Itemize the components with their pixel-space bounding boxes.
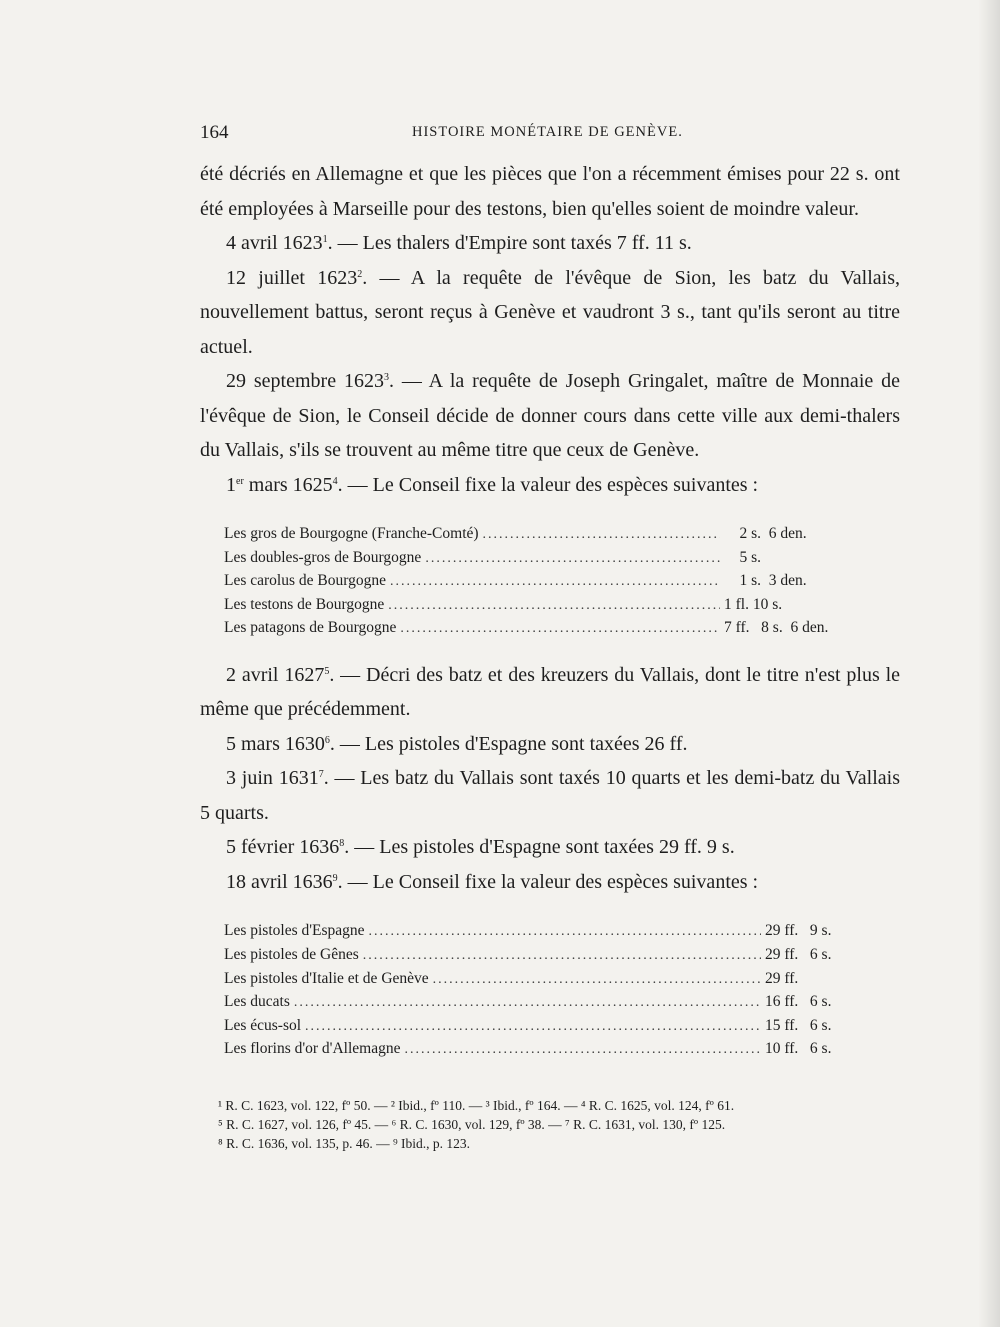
entry-text: . — Les pistoles d'Espagne sont taxées 26 ff. — [329, 732, 688, 755]
coin-name: Les patagons de Bourgogne — [224, 619, 397, 637]
dot-leader — [390, 570, 720, 594]
table-row — [224, 569, 900, 593]
coin-value: 1 s. 3 den. — [724, 572, 807, 590]
entry-date: 12 juillet 1623 — [226, 266, 358, 289]
table-row — [224, 1037, 900, 1061]
dot-leader — [363, 944, 761, 968]
dot-leader — [294, 991, 761, 1015]
entry-date: 3 juin 1631 — [226, 767, 319, 790]
entry-date: 18 avril 1636 — [226, 870, 333, 893]
coin-value-table-1636 — [224, 919, 900, 1061]
coin-name: Les pistoles d'Italie et de Genève — [224, 969, 429, 987]
main-text — [200, 157, 900, 1087]
entry-date: 1 — [226, 473, 236, 496]
entry-1625-03 — [200, 468, 900, 503]
footnote-ref: 4 — [332, 475, 338, 487]
footnote-ref: 8 — [339, 838, 345, 850]
page-number: 164 — [200, 122, 229, 143]
coin-value-table-1625 — [224, 522, 900, 640]
dot-leader — [404, 1038, 761, 1062]
entry-1631-06 — [200, 761, 900, 830]
coin-value: 16 ff. 6 s. — [765, 993, 832, 1011]
table-row — [224, 546, 900, 570]
coin-name: Les pistoles de Gênes — [224, 946, 359, 964]
dot-leader — [483, 523, 720, 547]
entry-text: . — Les thalers d'Empire sont taxés 7 ff. 11 s. — [327, 232, 692, 254]
footnote-ref: 9 — [332, 872, 338, 884]
table-row — [224, 616, 900, 640]
entry-text: . — Le Conseil fixe la valeur des espèces suivantes : — [337, 870, 759, 893]
footnote-ref: 7 — [318, 769, 324, 781]
footnote-ref: 5 — [324, 665, 330, 677]
footnote-line: ⁵ R. C. 1627, vol. 126, fº 45. — ⁶ R. C. 1630, vol. 129, fº 38. — ⁷ R. C. 1631, vol. 130, fº 125. — [218, 1117, 726, 1132]
table-row — [224, 919, 900, 943]
coin-name: Les doubles-gros de Bourgogne — [224, 548, 422, 566]
footnote-ref: 1 — [322, 234, 328, 245]
dot-leader — [400, 617, 720, 641]
entry-text: . — Les pistoles d'Espagne sont taxées 29 ff. 9 s. — [344, 836, 735, 859]
footnote-line: ⁸ R. C. 1636, vol. 135, p. 46. — ⁹ Ibid., p. 123. — [218, 1136, 471, 1151]
entry-1623-07 — [200, 261, 900, 365]
entry-1636-02 — [200, 830, 900, 865]
entry-date: 2 avril 1627 — [226, 663, 325, 686]
dot-leader — [433, 968, 761, 992]
entry-1623-09 — [200, 364, 900, 468]
entry-1623-04 — [200, 226, 900, 261]
coin-name: Les florins d'or d'Allemagne — [224, 1040, 401, 1058]
table-row — [224, 967, 900, 991]
entry-text: . — A la requête de l'évêque de Sion, les batz du Vallais, nouvellement battus, seront reçus à Genève et vaudront 3 s., tant qu'ils seront au titre actuel. — [200, 266, 900, 358]
page-header — [200, 122, 900, 146]
table-row — [224, 522, 900, 546]
entry-text: . — Décri des batz et des kreuzers du Vallais, dont le titre n'est plus le même que précédemment. — [200, 663, 901, 721]
table-row — [224, 943, 900, 967]
entry-1627-04 — [200, 658, 900, 727]
entry-date: 5 février 1636 — [226, 836, 340, 859]
coin-value: 2 s. 6 den. — [724, 525, 807, 542]
entry-text: . — Le Conseil fixe la valeur des espèces suivantes : — [337, 473, 759, 496]
entry-date: 4 avril 1623 — [226, 232, 323, 254]
entry-1636-04 — [200, 865, 900, 900]
footnote-line: ¹ R. C. 1623, vol. 122, fº 50. — ² Ibid., fº 110. — ³ Ibid., fº 164. — ⁴ R. C. 1625, vol. 124, fº 61. — [218, 1098, 735, 1113]
coin-value: 29 ff. — [765, 969, 799, 987]
dot-leader — [388, 594, 720, 618]
entry-text: . — A la requête de Joseph Gringalet, maître de Monnaie de l'évêque de Sion, le Conseil décide de donner cours dans cette ville aux demi-thalers du Vallais, s'ils se trouvent au même titre que ceux de Genève. — [200, 370, 901, 461]
coin-name: Les carolus de Bourgogne — [224, 572, 386, 590]
dot-leader — [369, 920, 761, 944]
entry-date-rest: mars 1625 — [243, 473, 333, 496]
coin-value: 10 ff. 6 s. — [765, 1040, 832, 1058]
coin-value: 7 ff. 8 s. 6 den. — [724, 619, 829, 637]
coin-name: Les ducats — [224, 993, 290, 1011]
coin-value: 29 ff. 9 s. — [765, 922, 832, 940]
coin-name: Les testons de Bourgogne — [224, 595, 385, 613]
page-edge-shadow — [978, 0, 1000, 1327]
running-title: HISTOIRE MONÉTAIRE DE GENÈVE. — [412, 124, 683, 140]
coin-name: Les pistoles d'Espagne — [224, 922, 365, 940]
coin-value: 15 ff. 6 s. — [765, 1016, 832, 1034]
table-row — [224, 1014, 900, 1038]
entry-1630-03 — [200, 727, 900, 762]
entry-text: . — Les batz du Vallais sont taxés 10 quarts et les demi-batz du Vallais 5 quarts. — [200, 767, 900, 824]
entry-date: 29 septembre 1623 — [226, 370, 384, 392]
coin-name: Les gros de Bourgogne (Franche-Comté) — [224, 525, 479, 542]
coin-value: 1 fl. 10 s. — [724, 595, 783, 613]
paragraph-continued: été décriés en Allemagne et que les pièces que l'on a récemment émises pour 22 s. ont été employées à Marseille pour des testons, bien qu'elles soient de moindre valeur. — [200, 163, 900, 220]
date-ordinal: er — [236, 475, 244, 487]
footnote-ref: 6 — [324, 734, 330, 746]
coin-name: Les écus-sol — [224, 1016, 302, 1034]
table-row — [224, 593, 900, 617]
coin-value: 29 ff. 6 s. — [765, 946, 832, 964]
table-row — [224, 990, 900, 1014]
dot-leader — [425, 547, 720, 571]
entry-date: 5 mars 1630 — [226, 732, 325, 755]
coin-value: 5 s. — [724, 548, 762, 566]
footnotes — [218, 1096, 908, 1153]
footnote-ref: 2 — [357, 268, 363, 280]
footnote-ref: 3 — [383, 372, 389, 383]
dot-leader — [305, 1015, 761, 1039]
